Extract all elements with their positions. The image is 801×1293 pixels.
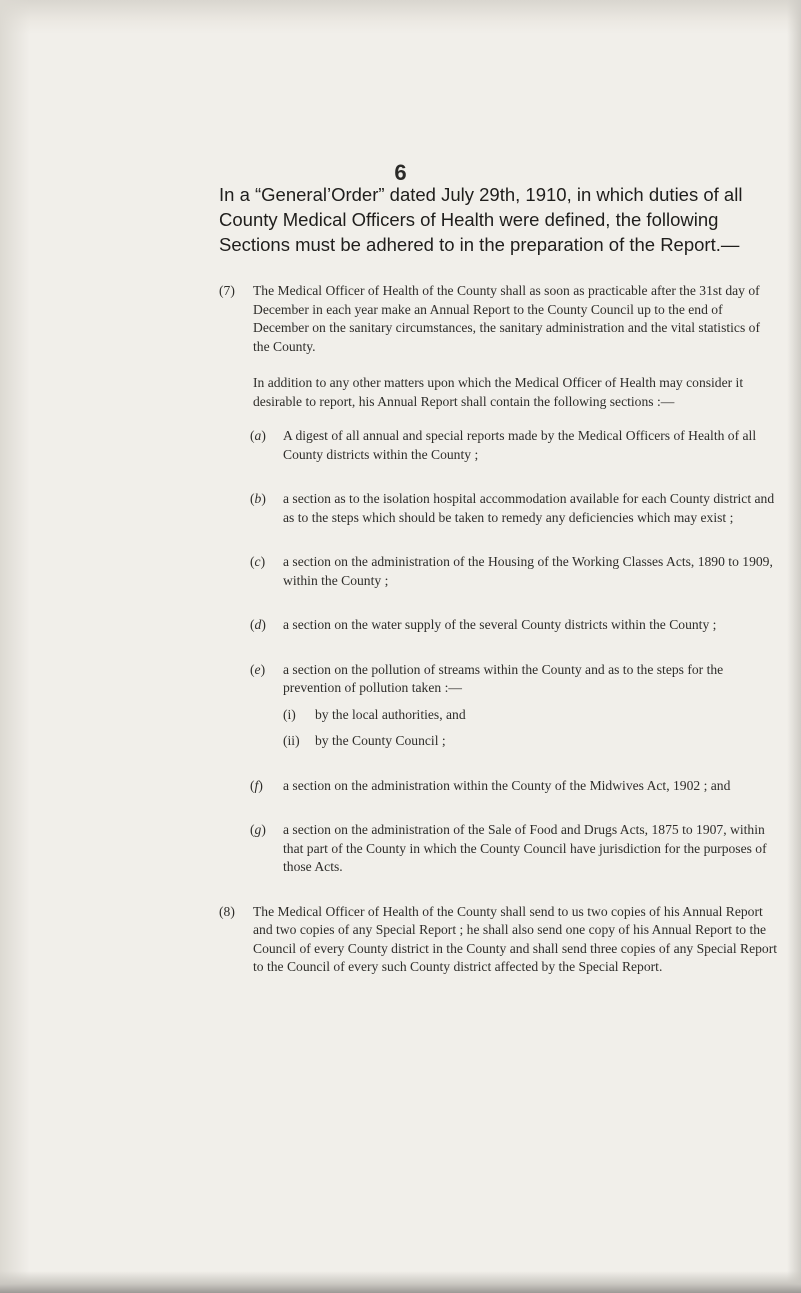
list-item-text: a section on the pollution of streams within the County and as to the steps for the prevention of pollution taken :—: [283, 661, 724, 695]
section-8-number: (8): [219, 903, 235, 919]
list-item-e: [219, 661, 779, 751]
list-item-g: [219, 821, 779, 877]
sub-item-i: [283, 706, 779, 725]
list-item-f: [219, 777, 779, 796]
section-8-text: The Medical Officer of Health of the County shall send to us two copies of his Annual Report and two copies of any Special Report ; he shall also send one copy of his Annual Report to the Council of every County district in the County and shall send three copies of any Special Report to the Council of every such County district affected by the Special Report.: [253, 903, 778, 974]
list-item-label: (b): [250, 491, 266, 506]
page-edge-top: [0, 0, 801, 34]
list-item-text: a section on the administration within the County of the Midwives Act, 1902 ; and: [283, 777, 731, 793]
sub-item-ii: [283, 732, 779, 751]
list-item-label: (g): [250, 822, 266, 837]
list-item-text: a section on the water supply of the several County districts within the County ;: [283, 617, 717, 632]
page-number: 6: [394, 160, 407, 185]
section-7-number: (7): [219, 283, 235, 298]
page-edge-bottom: [0, 1271, 801, 1293]
sub-item-text: by the local authorities, and: [315, 706, 466, 722]
sections-body: [219, 282, 779, 995]
list-item-c: [219, 553, 779, 590]
section-7: [219, 282, 779, 356]
sub-item-label: (i): [283, 706, 296, 722]
list-item-a: [219, 427, 779, 464]
intro-paragraph: [219, 182, 779, 257]
list-item-b: [219, 490, 779, 527]
list-item-label: (a): [250, 428, 266, 443]
list-item-d: [219, 616, 779, 635]
page-edge-left: [0, 0, 30, 1293]
list-item-label: (f): [250, 777, 263, 793]
list-item-text: a section on the administration of the Housing of the Working Classes Acts, 1890 to 1909, within the County ;: [283, 554, 773, 588]
sub-item-text: by the County Council ;: [315, 733, 446, 748]
sub-item-label: (ii): [283, 733, 300, 748]
list-item-label: (d): [250, 617, 266, 632]
section-7-text: The Medical Officer of Health of the County shall as soon as practicable after the 31st day of December in each year make an Annual Report to the County Council up to the end of December on the sanitary circumstances, the sanitary administration and the vital statistics of the County.: [253, 283, 760, 354]
list-item-text: A digest of all annual and special reports made by the Medical Officers of Health of all County districts within the County ;: [283, 428, 757, 462]
list-item-label: (c): [250, 554, 266, 569]
intro-text: In a “General’Order” dated July 29th, 1910, in which duties of all County Medical Officers of Health were defined, the following Sections must be adhered to in the preparation of the Report.—: [219, 184, 743, 255]
section-8: [219, 903, 779, 977]
page-edge-right: [787, 0, 801, 1293]
list-item-text: a section on the administration of the Sale of Food and Drugs Acts, 1875 to 1907, within that part of the County in which the County Council have jurisdiction for the purposes of those Acts.: [283, 822, 767, 874]
list-item-text: a section as to the isolation hospital accommodation available for each County district and as to the steps which should be taken to remedy any deficiencies which may exist ;: [283, 491, 775, 525]
section-7-addition: In addition to any other matters upon which the Medical Officer of Health may consider it desirable to report, his Annual Report shall contain the following sections :—: [253, 375, 744, 409]
list-item-label: (e): [250, 661, 266, 677]
